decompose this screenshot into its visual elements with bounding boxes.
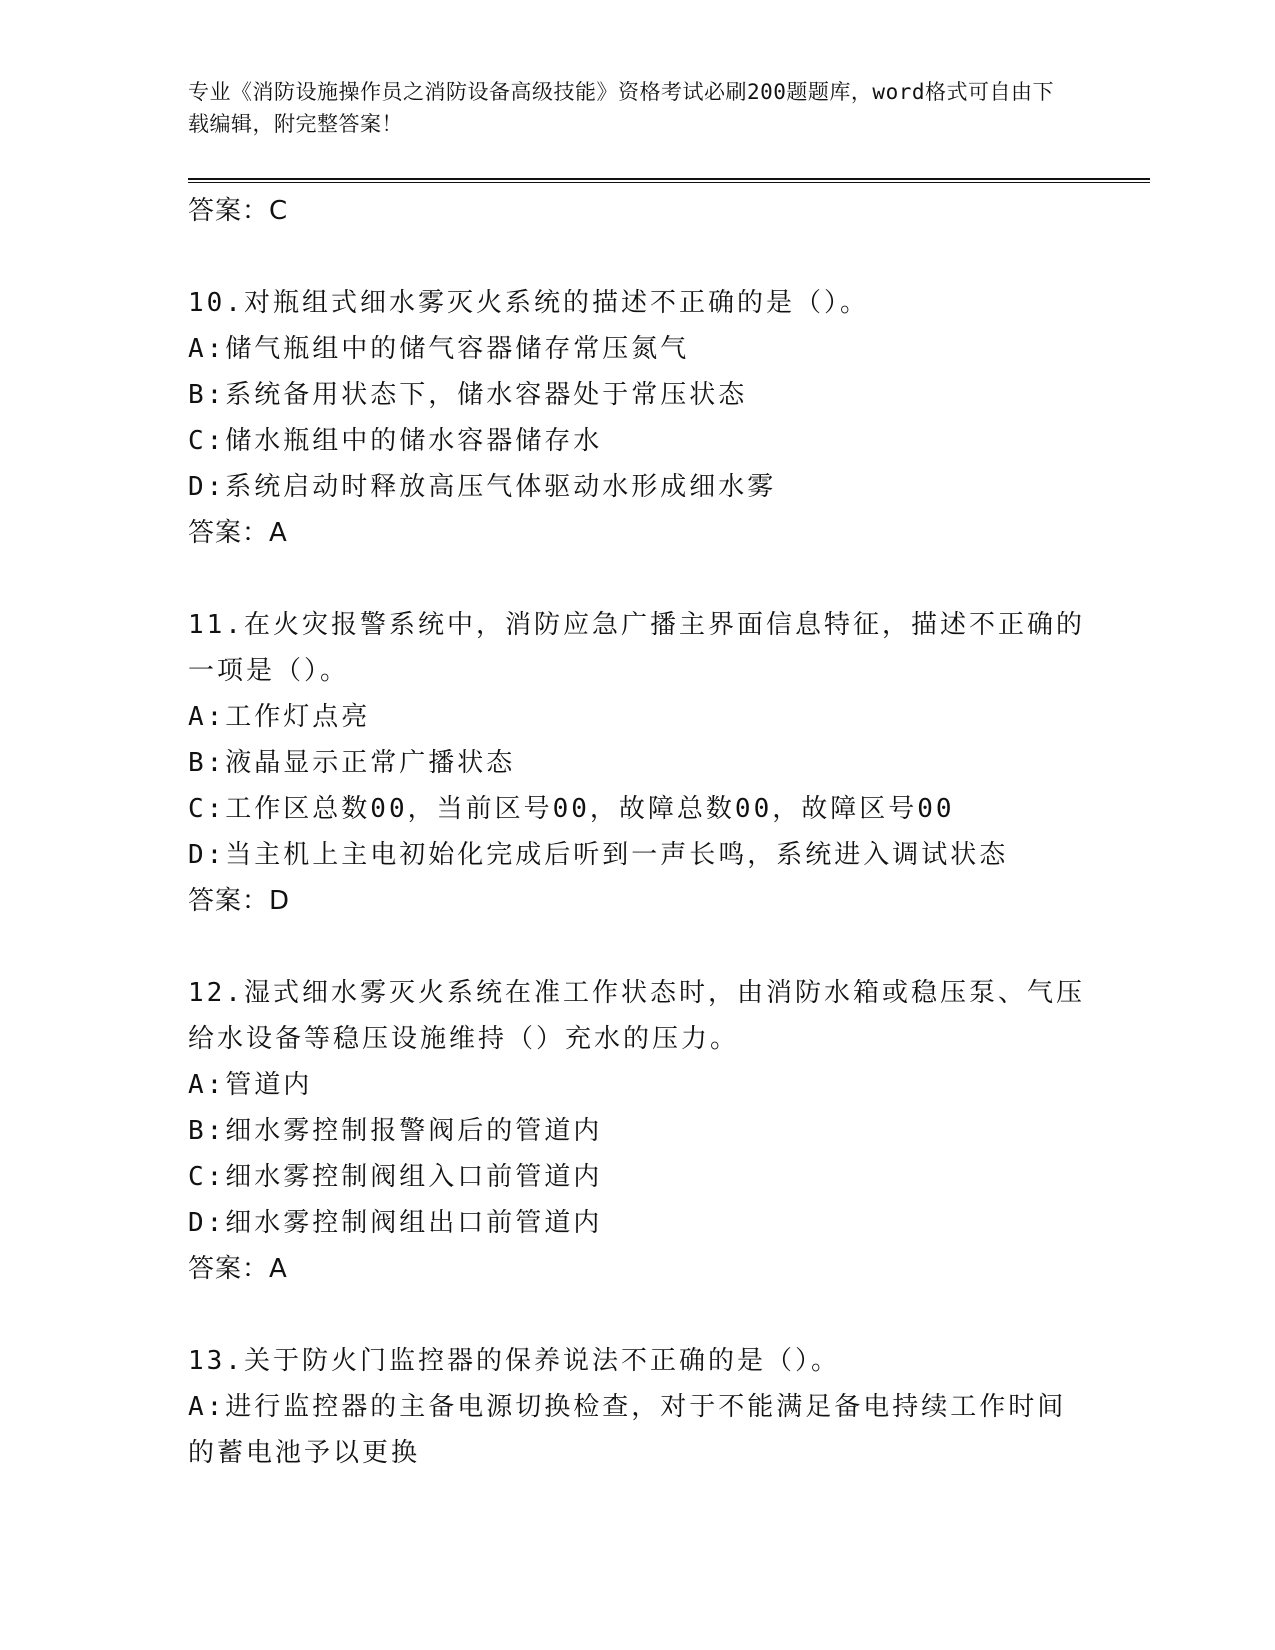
answer-line: 答案：D (188, 886, 291, 916)
question-12 (188, 970, 1088, 1292)
question-11 (188, 602, 1088, 924)
question-13 (188, 1338, 1088, 1476)
option-d: D:当主机上主电初始化完成后听到一声长鸣，系统进入调试状态 (188, 840, 1009, 870)
option-a: A:工作灯点亮 (188, 702, 371, 732)
option-a: A:储气瓶组中的储气容器储存常压氮气 (188, 334, 690, 364)
option-b: B:细水雾控制报警阀后的管道内 (188, 1116, 603, 1146)
option-c: C:细水雾控制阀组入口前管道内 (188, 1162, 603, 1192)
answer-line: 答案：A (188, 1254, 288, 1284)
question-10 (188, 280, 1088, 556)
header-divider-thick (188, 178, 1150, 180)
question-text: 11.在火灾报警系统中，消防应急广播主界面信息特征，描述不正确的一项是（）。 (188, 610, 1085, 686)
question-text: 10.对瓶组式细水雾灭火系统的描述不正确的是（）。 (188, 288, 869, 318)
header-divider-thin (188, 182, 1150, 183)
option-a: A:管道内 (188, 1070, 313, 1100)
option-c: C:工作区总数00，当前区号00，故障总数00，故障区号00 (188, 794, 955, 824)
option-d: D:细水雾控制阀组出口前管道内 (188, 1208, 603, 1238)
answer-line: 答案：C (188, 196, 289, 226)
document-header: 专业《消防设施操作员之消防设备高级技能》资格考试必刷200题题库，word格式可自由下载编辑，附完整答案！ (188, 80, 1054, 136)
question-text: 12.湿式细水雾灭火系统在准工作状态时，由消防水箱或稳压泵、气压给水设备等稳压设施维持（）充水的压力。 (188, 978, 1085, 1054)
option-b: B:液晶显示正常广播状态 (188, 748, 516, 778)
option-c: C:储水瓶组中的储水容器储存水 (188, 426, 603, 456)
option-b: B:系统备用状态下，储水容器处于常压状态 (188, 380, 748, 410)
question-list (188, 188, 1088, 1476)
option-d: D:系统启动时释放高压气体驱动水形成细水雾 (188, 472, 777, 502)
option-a: A:进行监控器的主备电源切换检查，对于不能满足备电持续工作时间的蓄电池予以更换 (188, 1392, 1067, 1468)
answer-line: 答案：A (188, 518, 288, 548)
question-text: 13.关于防火门监控器的保养说法不正确的是（）。 (188, 1346, 840, 1376)
